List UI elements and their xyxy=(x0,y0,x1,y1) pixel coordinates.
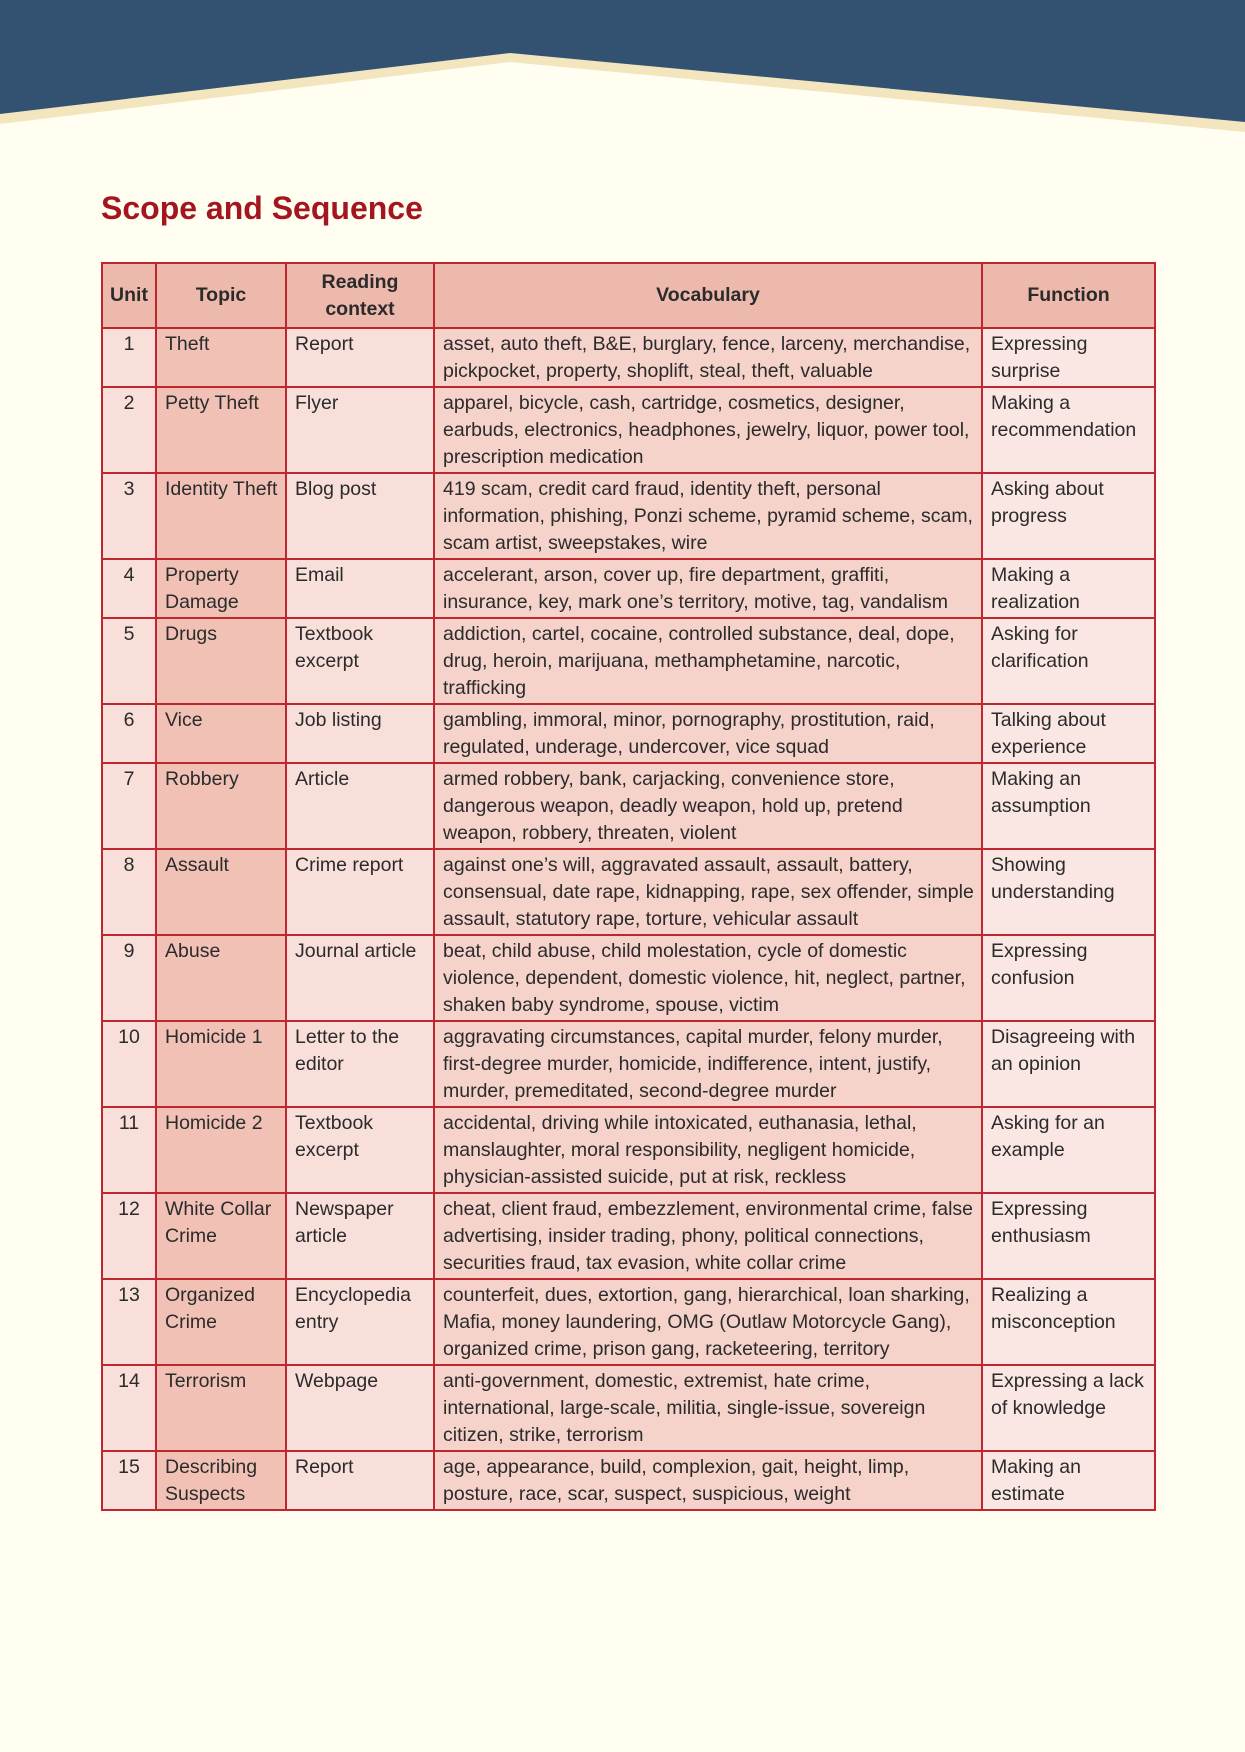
vocabulary-cell: apparel, bicycle, cash, cartridge, cosmetics, designer, earbuds, electronics, headphones, jewelry, liquor, power tool, prescription medication xyxy=(434,387,982,473)
topic-cell: Assault xyxy=(156,849,286,935)
topic-cell: Describing Suspects xyxy=(156,1451,286,1510)
vocabulary-cell: counterfeit, dues, extortion, gang, hierarchical, loan sharking, Mafia, money laundering, OMG (Outlaw Motorcycle Gang), organized crime, prison gang, racketeering, territory xyxy=(434,1279,982,1365)
table-row xyxy=(102,704,1155,763)
function-cell: Showing understanding xyxy=(982,849,1155,935)
vocabulary-cell: beat, child abuse, child molestation, cycle of domestic violence, dependent, domestic violence, hit, neglect, partner, shaken baby syndrome, spouse, victim xyxy=(434,935,982,1021)
function-cell: Asking about progress xyxy=(982,473,1155,559)
unit-cell: 6 xyxy=(102,704,156,763)
vocabulary-cell: accidental, driving while intoxicated, euthanasia, lethal, manslaughter, moral responsibility, negligent homicide, physician-assisted suicide, put at risk, reckless xyxy=(434,1107,982,1193)
topic-cell: Identity Theft xyxy=(156,473,286,559)
unit-cell: 14 xyxy=(102,1365,156,1451)
topic-cell: Robbery xyxy=(156,763,286,849)
function-cell: Expressing surprise xyxy=(982,328,1155,387)
reading-context-cell: Textbook excerpt xyxy=(286,618,434,704)
unit-cell: 9 xyxy=(102,935,156,1021)
header-function: Function xyxy=(982,263,1155,328)
vocabulary-cell: anti-government, domestic, extremist, hate crime, international, large-scale, militia, single-issue, sovereign citizen, strike, terrorism xyxy=(434,1365,982,1451)
function-cell: Talking about experience xyxy=(982,704,1155,763)
vocabulary-cell: 419 scam, credit card fraud, identity theft, personal information, phishing, Ponzi scheme, pyramid scheme, scam, scam artist, sweepstakes, wire xyxy=(434,473,982,559)
reading-context-cell: Blog post xyxy=(286,473,434,559)
reading-context-cell: Email xyxy=(286,559,434,618)
table-row xyxy=(102,473,1155,559)
header-vocabulary: Vocabulary xyxy=(434,263,982,328)
reading-context-cell: Report xyxy=(286,1451,434,1510)
unit-cell: 5 xyxy=(102,618,156,704)
table-row xyxy=(102,1365,1155,1451)
unit-cell: 10 xyxy=(102,1021,156,1107)
vocabulary-cell: against one’s will, aggravated assault, assault, battery, consensual, date rape, kidnapping, rape, sex offender, simple assault, statutory rape, torture, vehicular assault xyxy=(434,849,982,935)
function-cell: Making a recommendation xyxy=(982,387,1155,473)
vocabulary-cell: aggravating circumstances, capital murder, felony murder, first-degree murder, homicide, indifference, intent, justify, murder, premeditated, second-degree murder xyxy=(434,1021,982,1107)
unit-cell: 8 xyxy=(102,849,156,935)
unit-cell: 7 xyxy=(102,763,156,849)
table-row xyxy=(102,1021,1155,1107)
function-cell: Making an assumption xyxy=(982,763,1155,849)
table-row xyxy=(102,618,1155,704)
topic-cell: White Collar Crime xyxy=(156,1193,286,1279)
table-row xyxy=(102,1279,1155,1365)
vocabulary-cell: armed robbery, bank, carjacking, convenience store, dangerous weapon, deadly weapon, hold up, pretend weapon, robbery, threaten, violent xyxy=(434,763,982,849)
topic-cell: Abuse xyxy=(156,935,286,1021)
function-cell: Expressing a lack of knowledge xyxy=(982,1365,1155,1451)
function-cell: Asking for clarification xyxy=(982,618,1155,704)
reading-context-cell: Flyer xyxy=(286,387,434,473)
scope-and-sequence-table xyxy=(101,262,1156,1511)
unit-cell: 1 xyxy=(102,328,156,387)
reading-context-cell: Article xyxy=(286,763,434,849)
topic-cell: Drugs xyxy=(156,618,286,704)
vocabulary-cell: addiction, cartel, cocaine, controlled substance, deal, dope, drug, heroin, marijuana, methamphetamine, narcotic, trafficking xyxy=(434,618,982,704)
topic-cell: Petty Theft xyxy=(156,387,286,473)
banner-band xyxy=(0,0,1245,122)
unit-cell: 12 xyxy=(102,1193,156,1279)
function-cell: Making an estimate xyxy=(982,1451,1155,1510)
topic-cell: Vice xyxy=(156,704,286,763)
reading-context-cell: Textbook excerpt xyxy=(286,1107,434,1193)
topic-cell: Homicide 2 xyxy=(156,1107,286,1193)
table-row xyxy=(102,387,1155,473)
reading-context-cell: Letter to the editor xyxy=(286,1021,434,1107)
vocabulary-cell: asset, auto theft, B&E, burglary, fence, larceny, merchandise, pickpocket, property, shoplift, steal, theft, valuable xyxy=(434,328,982,387)
topic-cell: Theft xyxy=(156,328,286,387)
function-cell: Making a realization xyxy=(982,559,1155,618)
header-reading-context: Reading context xyxy=(286,263,434,328)
reading-context-cell: Journal article xyxy=(286,935,434,1021)
table-row xyxy=(102,935,1155,1021)
table-body xyxy=(102,328,1155,1510)
table-row xyxy=(102,849,1155,935)
reading-context-cell: Encyclopedia entry xyxy=(286,1279,434,1365)
unit-cell: 2 xyxy=(102,387,156,473)
function-cell: Expressing enthusiasm xyxy=(982,1193,1155,1279)
vocabulary-cell: cheat, client fraud, embezzlement, environmental crime, false advertising, insider trading, phony, political connections, securities fraud, tax evasion, white collar crime xyxy=(434,1193,982,1279)
reading-context-cell: Newspaper article xyxy=(286,1193,434,1279)
function-cell: Disagreeing with an opinion xyxy=(982,1021,1155,1107)
topic-cell: Terrorism xyxy=(156,1365,286,1451)
topic-cell: Homicide 1 xyxy=(156,1021,286,1107)
table-row xyxy=(102,763,1155,849)
table-row xyxy=(102,1107,1155,1193)
function-cell: Realizing a misconception xyxy=(982,1279,1155,1365)
table-header-row xyxy=(102,263,1155,328)
reading-context-cell: Report xyxy=(286,328,434,387)
function-cell: Asking for an example xyxy=(982,1107,1155,1193)
reading-context-cell: Job listing xyxy=(286,704,434,763)
reading-context-cell: Crime report xyxy=(286,849,434,935)
reading-context-cell: Webpage xyxy=(286,1365,434,1451)
page-title: Scope and Sequence xyxy=(101,190,423,226)
unit-cell: 15 xyxy=(102,1451,156,1510)
vocabulary-cell: gambling, immoral, minor, pornography, prostitution, raid, regulated, underage, undercover, vice squad xyxy=(434,704,982,763)
topic-cell: Property Damage xyxy=(156,559,286,618)
topic-cell: Organized Crime xyxy=(156,1279,286,1365)
unit-cell: 4 xyxy=(102,559,156,618)
vocabulary-cell: accelerant, arson, cover up, fire department, graffiti, insurance, key, mark one’s territory, motive, tag, vandalism xyxy=(434,559,982,618)
table-row xyxy=(102,328,1155,387)
table-row xyxy=(102,1451,1155,1510)
vocabulary-cell: age, appearance, build, complexion, gait, height, limp, posture, race, scar, suspect, suspicious, weight xyxy=(434,1451,982,1510)
function-cell: Expressing confusion xyxy=(982,935,1155,1021)
table-row xyxy=(102,559,1155,618)
header-unit: Unit xyxy=(102,263,156,328)
unit-cell: 11 xyxy=(102,1107,156,1193)
header-banner xyxy=(0,0,1245,140)
unit-cell: 13 xyxy=(102,1279,156,1365)
table-row xyxy=(102,1193,1155,1279)
unit-cell: 3 xyxy=(102,473,156,559)
header-topic: Topic xyxy=(156,263,286,328)
